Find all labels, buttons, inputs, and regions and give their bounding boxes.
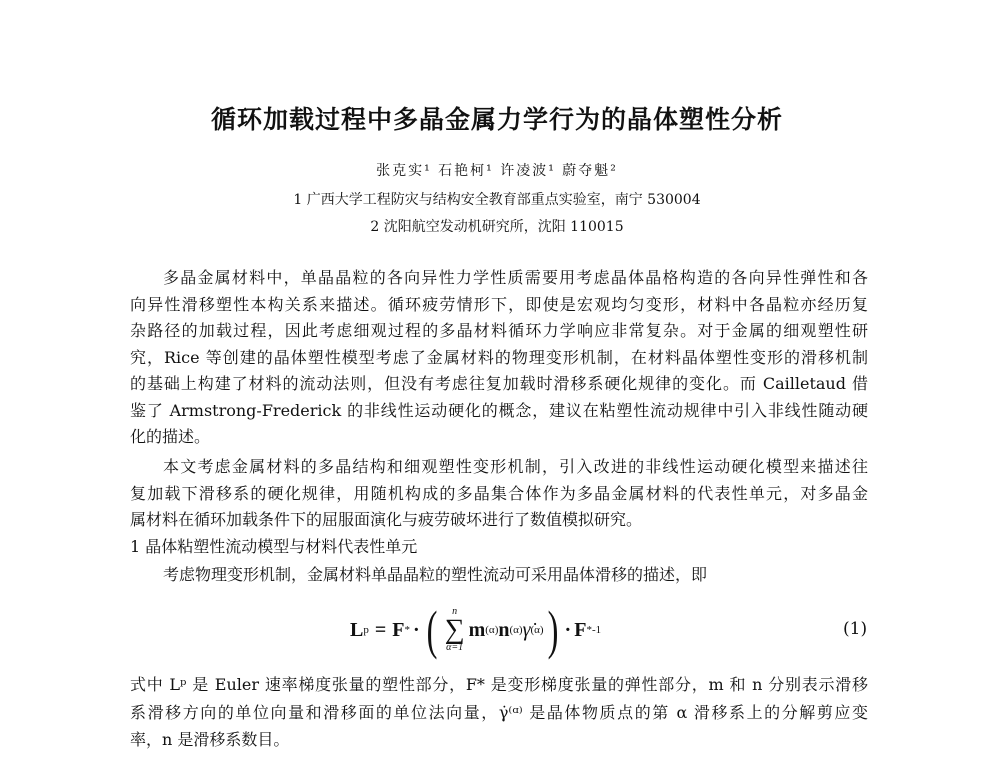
text-line: 多晶金属材料中，单晶晶粒的各向异性力学性质需要用考虑晶体晶格构造的各向异性弹性和各 xyxy=(163,268,868,287)
eq-equals: = xyxy=(374,618,387,641)
eq-sup: * xyxy=(404,624,410,636)
eq-paren: ( xyxy=(426,600,438,660)
affiliation-1: 1 广西大学工程防灾与结构安全教育部重点实验室，南宁 530004 xyxy=(293,192,701,208)
eq-sup: (α) xyxy=(509,624,523,636)
text-line: 鉴了 Armstrong-Frederick 的非线性运动硬化的概念，建议在粘塑性流动规律中引入非线性随动硬 xyxy=(130,401,868,420)
paper-title: 循环加载过程中多晶金属力学行为的晶体塑性分析 xyxy=(210,105,783,134)
text-line: 杂路径的加载过程，因此考虑细观过程的多晶材料循环力学响应非常复杂。对于金属的细观塑性研 xyxy=(130,321,868,340)
eq-sum-bottom: α=1 xyxy=(446,642,464,653)
eq-dot: · xyxy=(412,618,420,641)
text-line: 式中 Lᵖ 是 Euler 速率梯度张量的塑性部分，F* 是变形梯度张量的弹性部分，m 和 n 分别表示滑移 xyxy=(130,675,868,694)
equation-number: (1) xyxy=(843,619,868,639)
text-line: 复加载下滑移系的硬化规律，用随机构成的多晶集合体作为多晶金属材料的代表性单元，对多晶金 xyxy=(130,484,868,503)
text-line: 率，n 是滑移系数目。 xyxy=(130,730,290,749)
eq-paren: ) xyxy=(547,600,558,660)
paragraph-3: 考虑物理变形机制，金属材料单晶晶粒的塑性流动可采用晶体滑移的描述，即 xyxy=(163,565,708,584)
authors: 张克实¹ 石艳柯¹ 许凌波¹ 蔚夺魁² xyxy=(376,163,618,179)
text-line: 究，Rice 等创建的晶体塑性模型考虑了金属材料的物理变形机制，在材料晶体塑性变形的滑移机制 xyxy=(130,348,868,367)
eq-sup: (α) xyxy=(485,624,499,636)
text-line: 系滑移方向的单位向量和滑移面的单位法向量，γ̇⁽ᵅ⁾ 是晶体物质点的第 α 滑移系上的分解剪应变 xyxy=(130,703,868,722)
eq-symbol: γ̇ xyxy=(522,618,531,641)
section-heading: 1 晶体粘塑性流动模型与材料代表性单元 xyxy=(130,537,418,556)
eq-symbol: n xyxy=(498,618,510,641)
eq-symbol: L xyxy=(350,618,364,641)
eq-sup: *-1 xyxy=(586,624,602,636)
eq-sum xyxy=(445,607,465,653)
eq-symbol: F xyxy=(392,618,405,641)
text-line: 的基础上构建了材料的流动法则，但没有考虑往复加载时滑移系硬化规律的变化。而 Cailletaud 借 xyxy=(130,374,868,393)
text-line: 向异性滑移塑性本构关系来描述。循环疲劳情形下，即使是宏观均匀变形，材料中各晶粒亦经历复 xyxy=(130,295,868,314)
eq-symbol: m xyxy=(468,618,486,641)
text-line: 本文考虑金属材料的多晶结构和细观塑性变形机制，引入改进的非线性运动硬化模型来描述往 xyxy=(163,457,868,476)
eq-symbol: F xyxy=(574,618,587,641)
eq-sup: p xyxy=(363,624,369,636)
text-line: 属材料在循环加载条件下的屈服面演化与疲劳破坏进行了数值模拟研究。 xyxy=(130,510,643,529)
affiliation-2: 2 沈阳航空发动机研究所，沈阳 110015 xyxy=(370,219,624,235)
equation-1 xyxy=(350,600,601,660)
sum-icon: ∑ xyxy=(444,614,465,645)
eq-sum-top: n xyxy=(452,606,458,617)
eq-sup: (α) xyxy=(530,624,544,636)
eq-dot: · xyxy=(564,618,572,641)
text-line: 化的描述。 xyxy=(130,427,211,446)
